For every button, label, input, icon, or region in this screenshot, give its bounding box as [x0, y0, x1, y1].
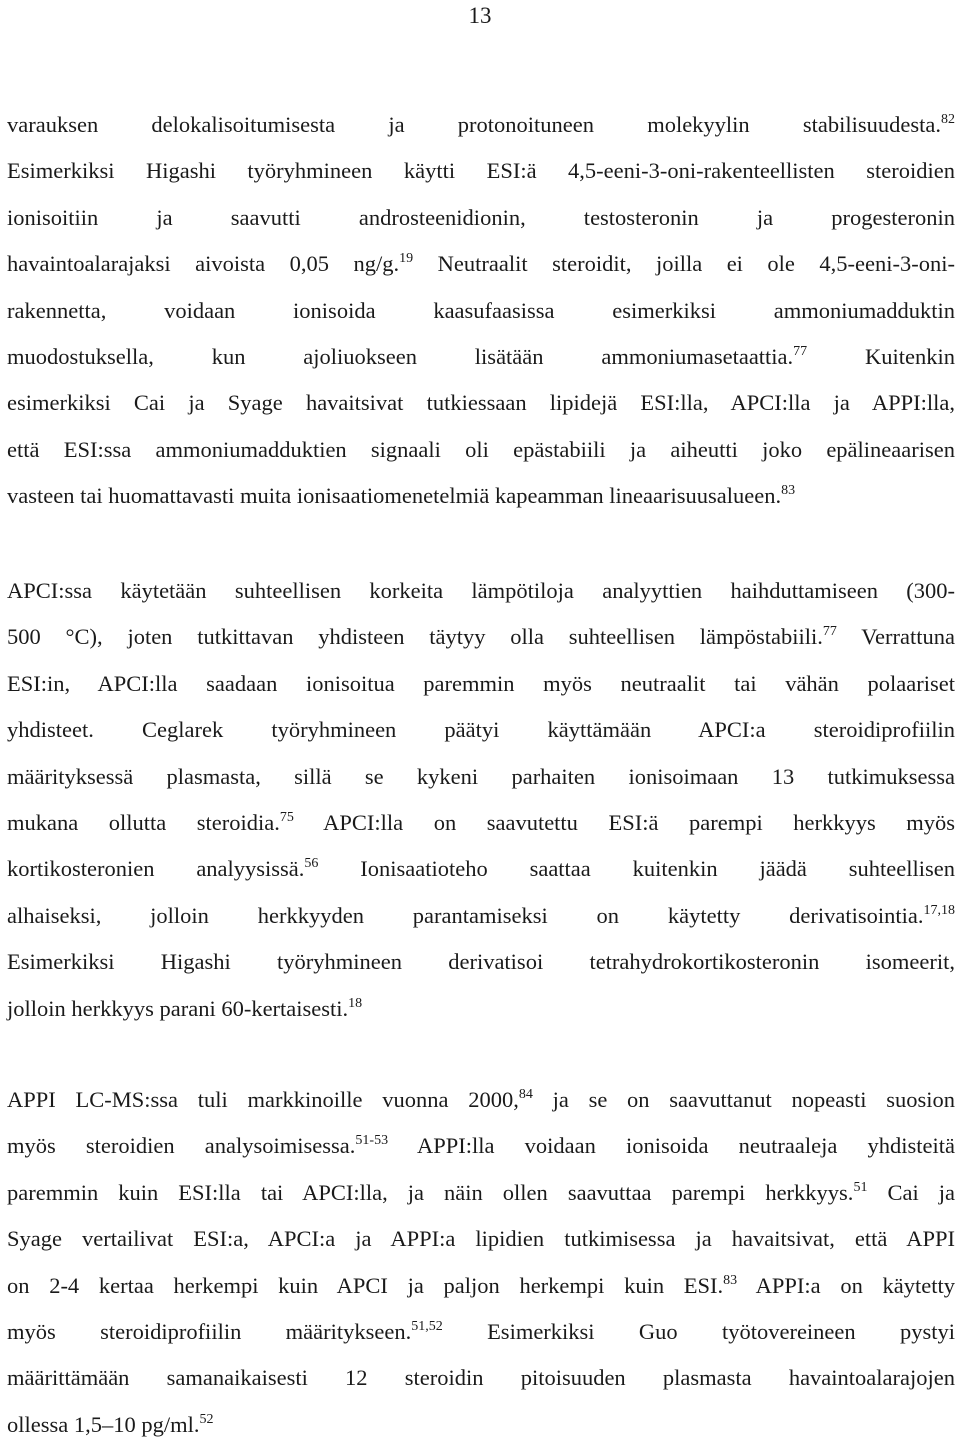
text-run: Esimerkiksi Higashi työryhmineen käytti ESI:ä 4,5-eeni-3-oni-rakenteellisten steroidien	[7, 158, 955, 184]
text-run: Syage vertailivat ESI:a, APCI:a ja APPI:a lipidien tutkimisessa ja havaitsivat, että APPI	[7, 1226, 955, 1252]
citation-reference: 19	[399, 251, 414, 267]
text-run: havaintoalarajaksi aivoista 0,05 ng/g.	[7, 251, 400, 277]
citation-reference: 51	[853, 1179, 868, 1195]
text-line	[7, 614, 955, 660]
text-run: ionisoitiin ja saavutti androsteenidionin, testosteronin ja progesteronin	[7, 204, 955, 230]
text-line	[7, 1123, 955, 1169]
text-run: ja se on saavuttanut nopeasti suosion	[532, 1087, 955, 1112]
text-run: APCI:ssa käytetään suhteellisen korkeita lämpötiloja analyyttien haihduttamiseen (300-	[7, 578, 955, 603]
text-run: varauksen delokalisoitumisesta ja protonoituneen molekyylin stabilisuudesta.	[7, 112, 941, 137]
text-line	[7, 380, 955, 426]
text-run: määrityksessä plasmasta, sillä se kykeni parhaiten ionisoimaan 13 tutkimuksessa	[7, 763, 955, 789]
citation-reference: 18	[348, 995, 363, 1011]
text-line	[7, 1216, 955, 1262]
text-line	[7, 1077, 955, 1123]
citation-reference: 77	[822, 624, 837, 640]
text-run: määrittämään samanaikaisesti 12 steroidin pitoisuuden plasmasta havaintoalarajojen	[7, 1365, 955, 1391]
text-run: alhaiseksi, jolloin herkkyyden parantamiseksi on käytetty derivatisointia.	[7, 902, 924, 928]
text-line	[7, 800, 955, 846]
page-number: 13	[468, 3, 492, 28]
text-line	[7, 288, 955, 334]
paragraph-appi	[7, 1077, 955, 1448]
text-run: paremmin kuin ESI:lla tai APCI:lla, ja näin ollen saavuttaa parempi herkkyys.	[7, 1179, 854, 1205]
paragraph-apci	[7, 568, 955, 1032]
text-line	[7, 1402, 955, 1448]
text-run: muodostuksella, kun ajoliuokseen lisätään ammoniumasetaattia.	[7, 343, 794, 369]
text-run: 500 °C), joten tutkittavan yhdisteen täytyy olla suhteellisen lämpöstabiili.	[7, 624, 823, 650]
text-run: myös steroidien analysoimisessa.	[7, 1133, 356, 1159]
citation-reference: 83	[781, 483, 796, 499]
citation-reference: 51,52	[411, 1318, 443, 1334]
text-line	[7, 893, 955, 939]
text-line	[7, 939, 955, 985]
text-line	[7, 754, 955, 800]
text-run: APPI:a on käytetty	[737, 1272, 955, 1298]
text-run: Ionisaatioteho saattaa kuitenkin jäädä suhteellisen	[318, 856, 955, 882]
paragraph-esi-steroids	[7, 102, 955, 520]
text-line	[7, 473, 955, 519]
citation-reference: 77	[793, 343, 808, 359]
text-line	[7, 148, 955, 194]
text-run: myös steroidiprofiilin määritykseen.	[7, 1318, 412, 1344]
text-run: että ESI:ssa ammoniumadduktien signaali oli epästabiili ja aiheutti joko epälineaarisen	[7, 436, 955, 462]
text-line	[7, 986, 955, 1032]
text-line	[7, 102, 955, 148]
text-line	[7, 334, 955, 380]
citation-reference: 82	[941, 112, 955, 127]
text-line	[7, 1355, 955, 1401]
citation-reference: 56	[304, 856, 319, 872]
text-line	[7, 427, 955, 473]
text-line	[7, 568, 955, 614]
text-line	[7, 707, 955, 753]
text-run: ESI:in, APCI:lla saadaan ionisoitua paremmin myös neutraalit tai vähän polaariset	[7, 670, 955, 696]
text-run: yhdisteet. Ceglarek työryhmineen päätyi käyttämään APCI:a steroidiprofiilin	[7, 717, 955, 743]
text-run: Cai ja	[867, 1179, 955, 1205]
text-run: APCI:lla on saavutettu ESI:ä parempi herkkyys myös	[293, 809, 955, 835]
text-run: vasteen tai huomattavasti muita ionisaatiomenetelmiä kapeamman lineaarisuusalueen.	[7, 483, 782, 509]
text-run: Esimerkiksi Higashi työryhmineen derivatisoi tetrahydrokortikosteronin isomeerit,	[7, 949, 955, 975]
text-run: Kuitenkin	[807, 343, 955, 369]
text-run: kortikosteronien analyysissä.	[7, 856, 305, 882]
text-run: Neutraalit steroidit, joilla ei ole 4,5-eeni-3-oni-	[413, 251, 955, 277]
text-line	[7, 661, 955, 707]
citation-reference: 83	[723, 1272, 738, 1288]
text-run: esimerkiksi Cai ja Syage havaitsivat tutkiessaan lipidejä ESI:lla, APCI:lla ja APPI:lla,	[7, 390, 955, 416]
text-line	[7, 1263, 955, 1309]
text-run: ollessa 1,5–10 pg/ml.	[7, 1411, 200, 1437]
text-run: jolloin herkkyys parani 60-kertaisesti.	[7, 995, 349, 1021]
citation-reference: 17,18	[923, 902, 955, 918]
text-run: mukana ollutta steroidia.	[7, 809, 280, 835]
text-run: APPI LC-MS:ssa tuli markkinoille vuonna 2000,	[7, 1087, 519, 1112]
text-line	[7, 1170, 955, 1216]
text-run: rakennetta, voidaan ionisoida kaasufaasissa esimerkiksi ammoniumadduktin	[7, 297, 955, 323]
text-line	[7, 195, 955, 241]
text-line	[7, 1309, 955, 1355]
text-line	[7, 846, 955, 892]
citation-reference: 52	[199, 1411, 214, 1427]
citation-reference: 51-53	[355, 1133, 389, 1149]
text-run: Verrattuna	[836, 624, 956, 650]
citation-reference: 84	[518, 1087, 533, 1102]
text-run: APPI:lla voidaan ionisoida neutraaleja yhdisteitä	[388, 1133, 955, 1159]
text-run: Esimerkiksi Guo työtovereineen pystyi	[442, 1318, 955, 1344]
citation-reference: 75	[279, 809, 294, 825]
text-run: on 2-4 kertaa herkempi kuin APCI ja paljon herkempi kuin ESI.	[7, 1272, 724, 1298]
text-line	[7, 241, 955, 287]
